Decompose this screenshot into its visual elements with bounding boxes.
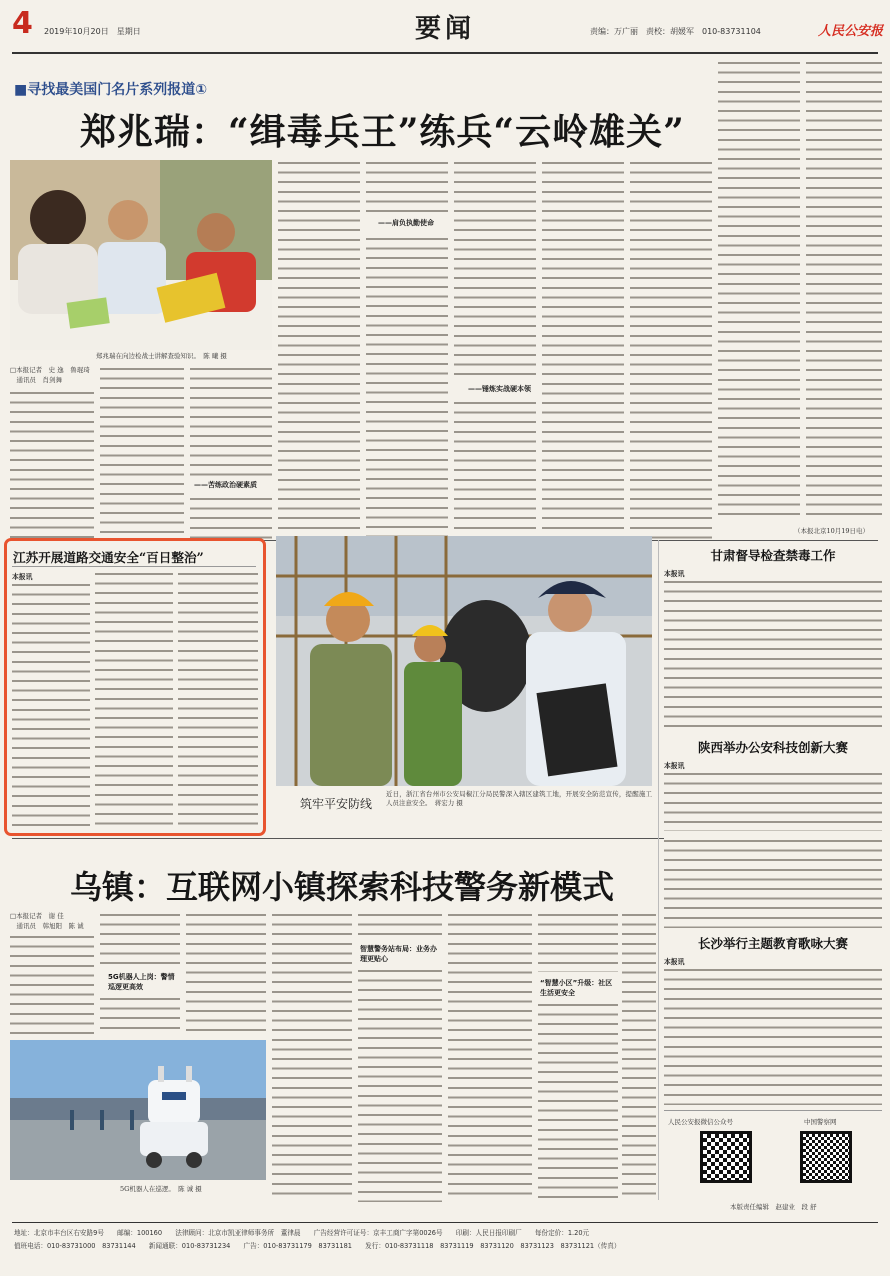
gansu-lead: 本报讯 [664, 570, 685, 578]
page-editors: 本版责任编辑 赵建业 段 舒 [730, 1203, 817, 1211]
center-photo-caption: 近日，浙江省台州市公安局椒江分局民警深入辖区建筑工地，开展安全防范宣传，提醒施工人员注意安全。 蒋宏力 摄 [386, 790, 652, 807]
wuzhen-text-col4 [272, 912, 352, 1202]
feature-text-col6 [630, 160, 712, 540]
feature-text-col1b [100, 366, 184, 540]
changsha-lead: 本报讯 [664, 958, 685, 966]
shaanxi-lead: 本报讯 [664, 762, 685, 770]
gansu-headline: 甘肃督导检查禁毒工作 [710, 548, 836, 563]
feature-text-col4a [454, 160, 536, 380]
feature-text-col1a [10, 390, 94, 540]
wuzhen-text-col1 [10, 934, 94, 1034]
feature-text-col1d [190, 496, 272, 540]
feature-text-col2 [278, 160, 360, 540]
changsha-text [664, 967, 882, 1105]
feature-byline: □本报记者 史 逸 鲁琨琦 通讯员 肖剑舞 [10, 366, 90, 384]
qr-code-left[interactable] [700, 1131, 752, 1183]
wuzhen-subhead-1: 5G机器人上岗：警情巡逻更高效 [108, 973, 175, 991]
feature-text-col8 [806, 60, 882, 522]
wuzhen-subhead-2: 智慧警务站布局：业务办理更贴心 [360, 945, 437, 963]
wuzhen-subhead-3: “智慧小区”升级：社区生活更安全 [540, 979, 613, 997]
wuzhen-photo-caption: 5G机器人在巡逻。 陈 诚 摄 [120, 1185, 202, 1193]
feature-photo-illustration [10, 160, 272, 350]
feature-text-col3a [366, 160, 448, 216]
jiangsu-headline-rule [12, 566, 256, 567]
feature-text-col7 [718, 60, 800, 522]
wuzhen-headline: 乌镇：互联网小镇探索科技警务新模式 [70, 868, 615, 906]
issue-date: 2019年10月20日 星期日 [44, 27, 141, 36]
feature-text-col1c [190, 366, 272, 476]
wuzhen-text-col2a [100, 912, 180, 970]
feature-subhead-c: ——锤炼实战硬本领 [468, 385, 531, 393]
qr-code-right[interactable] [800, 1131, 852, 1183]
jiangsu-text-col2 [95, 571, 173, 828]
masthead [0, 0, 890, 52]
qr-right-label: 中国警察网 [804, 1118, 837, 1126]
changsha-headline: 长沙举行主题教育歌咏大赛 [697, 936, 848, 951]
gansu-text [664, 579, 882, 731]
feature-end-note: （本报北京10月19日电） [794, 527, 870, 535]
middle-bottom-rule [12, 838, 666, 839]
shaanxi-text-cont [664, 838, 882, 928]
feature-photo [10, 160, 272, 350]
wuzhen-byline: □本报记者 谢 佳 通讯员 韩旭阳 陈 诚 [10, 912, 84, 930]
center-photo-illustration [276, 536, 652, 786]
main-headline: 郑兆瑞：“缉毒兵王”练兵“云岭雄关” [80, 111, 685, 153]
qr-left-label: 人民公安报微信公众号 [668, 1118, 733, 1126]
feature-text-col4b [454, 400, 536, 540]
footer-rule [12, 1222, 878, 1223]
wuzhen-text-col8 [622, 912, 656, 1202]
wuzhen-text-col5b [358, 968, 442, 1202]
jiangsu-text-col3 [178, 571, 258, 828]
wuzhen-text-col2b [100, 996, 180, 1034]
wuzhen-text-col7a [538, 912, 618, 972]
shaanxi-headline: 陕西举办公安科技创新大赛 [697, 740, 848, 755]
qr-panel [664, 1110, 882, 1197]
feature-subhead-b: ——肩负执勤使命 [378, 219, 434, 227]
wuzhen-text-col3 [186, 912, 266, 1034]
newspaper-logo: 人民公安报 [818, 24, 884, 39]
footer-line-2: 值班电话：010-83731000 83731144 新闻通联：010-83731234 广告：010-83731179 83731181 发行：010-83731118 83731119 83731120 83731123 83731121（传真） [14, 1242, 621, 1250]
wuzhen-photo [10, 1040, 266, 1180]
wuzhen-photo-illustration [10, 1040, 266, 1180]
page-editors-line: 责编：万广丽 责校：胡媛军 010-83731104 [590, 27, 761, 36]
jiangsu-text-col1 [12, 582, 90, 828]
jiangsu-lead: 本报讯 [12, 573, 33, 581]
right-column-rule [658, 540, 659, 1200]
shaanxi-text [664, 771, 882, 831]
center-photo [276, 536, 652, 786]
section-title: 要闻 [415, 14, 476, 44]
masthead-rule [12, 52, 878, 54]
wuzhen-text-col6 [448, 912, 532, 1202]
wuzhen-text-col5a [358, 912, 442, 940]
center-photo-title: 筑牢平安防线 [300, 797, 373, 811]
wuzhen-text-col7b [538, 1002, 618, 1202]
page-number: 4 [12, 6, 33, 41]
feature-text-col5 [542, 160, 624, 540]
jiangsu-headline: 江苏开展道路交通安全“百日整治” [13, 550, 204, 565]
feature-subhead-a: ——苦练政治硬素质 [194, 481, 257, 489]
feature-photo-caption: 郑兆瑞在向边检战士讲解查验知识。 陈 曦 摄 [96, 352, 227, 360]
feature-text-col3b [366, 236, 448, 540]
series-tag: ■寻找最美国门名片系列报道① [14, 82, 208, 98]
footer-line-1: 地址：北京市丰台区右安路9号 邮编：100160 法律顾问：北京市凯亚律师事务所 董律晨 广告经营许可证号：京丰工商广字第0026号 印刷：人民日报印刷厂 每份定价：1.20元 [14, 1229, 590, 1237]
